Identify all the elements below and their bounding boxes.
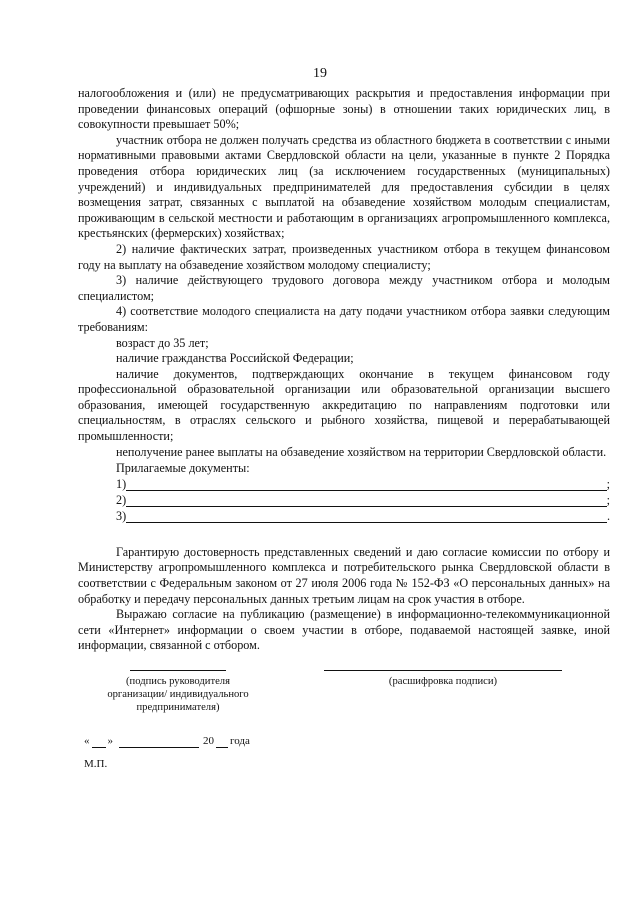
year-prefix: 20	[203, 735, 214, 747]
paragraph-citizenship: наличие гражданства Российской Федерации;	[116, 351, 354, 366]
attachment-blank[interactable]	[126, 479, 606, 491]
paragraph-no-funds: участник отбора не должен получать средства из областного бюджета в соответствии с иными нормативными правовыми актами Свердловской области на цели, указанные в пункте 2 Порядка проведения отбора юридических лиц (за исключением государственных (муниципальных) учреждений) и индивидуальных предпринимателей для предоставления субсидии в целях возмещения затрат, связанных с выплатой на обзаведение хозяйством молодым специалистам, проживающим в сельской местности и работающим в организациях агропромышленного комплекса, крестьянских (фермерских) хозяйствах;	[78, 132, 610, 241]
paragraph-offshore: налогообложения и (или) не предусматривающих раскрытия и предоставления информации при проведении финансовых операций (офшорные зоны) в отношении таких юридических лиц, в совокупности превышает 50%;	[78, 86, 610, 132]
attachment-end: ;	[606, 477, 610, 492]
attachment-line-1[interactable]	[78, 477, 610, 493]
attachment-line-3[interactable]	[78, 509, 610, 525]
month-blank[interactable]	[119, 737, 199, 748]
paragraph-item-2: 2) наличие фактических затрат, произведенных участником отбора в текущем финансовом году на выплату на обзаведение хозяйством молодому специалисту;	[78, 241, 610, 272]
date-field	[84, 734, 250, 750]
paragraph-guarantee: Гарантирую достоверность представленных сведений и даю согласие комиссии по отбору и Министерству агропромышленного комплекса и потребительского рынка Свердловской области в соответствии с Федеральным законом от 27 июля 2006 года № 152-ФЗ «О персональных данных» на обработку и передачу персональных данных третьим лицам на срок участия в отборе.	[78, 544, 610, 606]
attachment-number: 3)	[116, 509, 127, 524]
year-blank[interactable]	[216, 737, 228, 748]
attachment-blank[interactable]	[126, 495, 606, 507]
attachment-blank[interactable]	[126, 511, 607, 523]
attachment-number: 1)	[116, 477, 127, 492]
day-blank[interactable]	[92, 737, 106, 748]
signature-decoding-caption: (расшифровка подписи)	[388, 676, 498, 687]
signature-block	[78, 670, 610, 730]
paragraph-no-previous-payment: неполучение ранее выплаты на обзаведение хозяйством на территории Свердловской области.	[116, 444, 607, 459]
attachments-title: Прилагаемые документы:	[116, 461, 250, 476]
year-suffix: года	[230, 735, 250, 747]
signature-caption: (подпись руководителя организации/ индивидуального предпринимателя)	[107, 676, 249, 713]
date-open-quote: «	[84, 735, 90, 747]
attachment-end: ;	[606, 493, 610, 508]
paragraph-publication-consent: Выражаю согласие на публикацию (размещение) в информационно-телекоммуникационной сети «Интернет» информации о своем участии в отборе, подаваемой настоящей заявке, иной информации, связанной с отбором.	[78, 607, 610, 653]
paragraph-education: наличие документов, подтверждающих окончание в текущем финансовом году профессиональной образовательной организации или образовательной организации высшего образования, имеющей государственную аккредитацию по направлениям подготовки или специальностям, в отраслях сельского и рыбного хозяйства, пищевой и перерабатывающей промышленности;	[78, 366, 610, 444]
signature-decoding-field[interactable]	[324, 670, 562, 688]
paragraph-age: возраст до 35 лет;	[116, 335, 209, 350]
paragraph-item-4: 4) соответствие молодого специалиста на дату подачи участником отбора заявки следующим требованиям:	[78, 304, 610, 334]
signature-decoding-line[interactable]	[324, 670, 562, 671]
spacer	[78, 525, 610, 545]
stamp-place: М.П.	[84, 758, 108, 770]
attachment-number: 2)	[116, 493, 127, 508]
document-body	[78, 86, 610, 654]
attachment-end: .	[606, 509, 610, 524]
paragraph-item-3: 3) наличие действующего трудового договора между участником отбора и молодым специалистом;	[78, 273, 610, 303]
attachment-line-2[interactable]	[78, 493, 610, 509]
signature-line[interactable]	[130, 670, 226, 671]
page-number: 19	[313, 66, 327, 81]
date-close-quote: »	[107, 735, 113, 747]
signature-field[interactable]	[98, 670, 258, 714]
